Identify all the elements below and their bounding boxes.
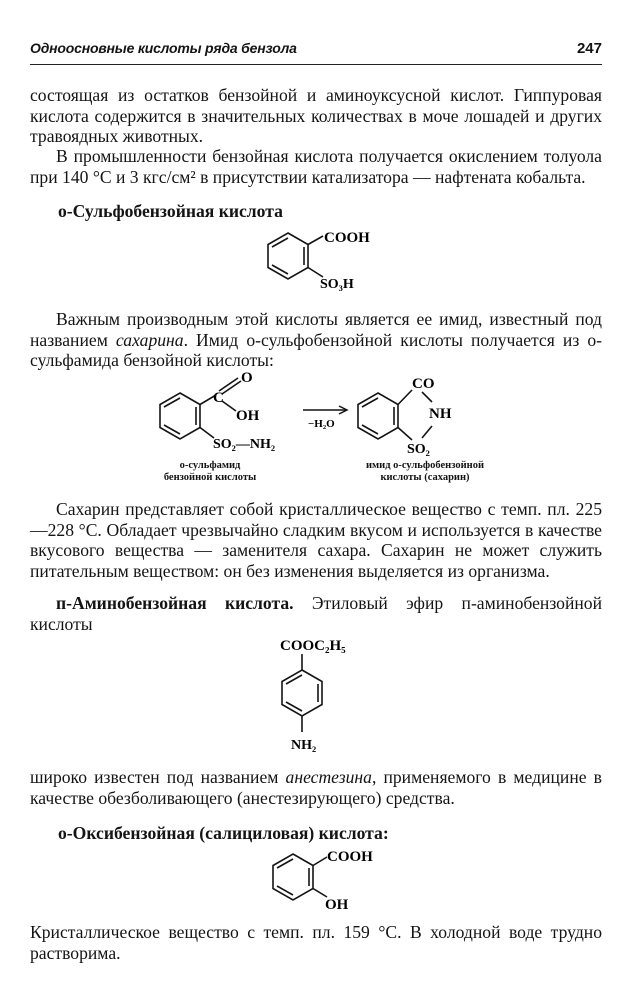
anesthesin-text-end: , применяемого в медицине в качестве обезболивающего (анестезирующего) средства. — [30, 767, 602, 808]
heading-salicylic: о-Оксибензойная (салициловая) кислота: — [58, 823, 389, 843]
page-number: 247 — [576, 40, 602, 57]
ester-group-label: COOC₂H₅ — [280, 638, 346, 654]
caption-sulfamide — [140, 460, 280, 484]
paragraph-industry: В промышленности бензойная кислота получается окислением толуола при 140 °С и 3 кгс/см² в присутствии катализатора — нафтената кобальта. — [30, 146, 602, 187]
carbon-label: C — [213, 390, 224, 406]
saccharin-intro-end: . Имид о-сульфобензойной кислоты получается из о-сульфамида бензойной кислоты: — [30, 329, 603, 371]
arrow-condition-label: −H₂O — [308, 418, 335, 430]
page-header — [30, 40, 602, 62]
caption-sulfamide-line1: о-сульфамид — [179, 460, 241, 471]
caption-saccharin-line2: кислоты (сахарин) — [380, 472, 470, 483]
nh-label: NH — [429, 406, 452, 422]
salicylic-cooh-label: COOH — [327, 849, 373, 865]
paragraph-anesthesin — [30, 767, 602, 808]
saccharin-term: сахарина — [115, 329, 184, 350]
carbonyl-o-label: O — [241, 370, 253, 386]
caption-saccharin — [330, 460, 520, 484]
heading-aminobenzoic: п-Аминобензойная кислота. — [56, 593, 294, 613]
so3h-group-label: SO₃H — [320, 277, 354, 292]
header-rule — [30, 64, 602, 65]
anesthesin-term: анестезина — [285, 767, 372, 787]
heading-sulfobenzoic: о-Сульфобензойная кислота — [58, 201, 283, 221]
oh-label: OH — [236, 408, 260, 424]
co-label: CO — [412, 376, 435, 392]
cooh-group-label: COOH — [324, 230, 370, 246]
aminobenzoic-text: Этиловый эфир п-аминобензойной кислоты — [30, 593, 603, 634]
structure-anesthesin — [262, 632, 382, 762]
paragraph-saccharin-intro — [30, 309, 602, 371]
paragraph-aminobenzoic — [30, 593, 602, 634]
structure-saccharin — [350, 368, 480, 458]
nh2-group-label: NH₂ — [291, 738, 317, 753]
paragraph-salicylic-properties: Кристаллическое вещество с темп. пл. 159 °С. В холодной воде трудно растворима. — [30, 922, 602, 963]
structure-salicylic-acid — [265, 845, 395, 917]
anesthesin-text: широко известен под названием — [30, 767, 286, 787]
paragraph-saccharin-properties: Сахарин представляет собой кристаллическое вещество с темп. пл. 225—228 °С. Обладает чрезвычайно сладким вкусом и используется в качестве вкусового вещества — заменителя сахара. Сахарин не может служить питательным веществом: он без изменения выделяется из организма. — [30, 499, 602, 581]
running-title: Одноосновные кислоты ряда бензола — [30, 40, 297, 56]
structure-sulfobenzoic-acid — [255, 222, 395, 300]
reaction-arrow — [300, 400, 352, 434]
saccharin-intro-text: Важным производным этой кислоты является ее имид, известный под названием — [30, 309, 602, 350]
structure-sulfamide — [150, 368, 300, 458]
caption-saccharin-line1: имид о-сульфобензойной — [365, 460, 485, 471]
so2-label: SO₂ — [407, 442, 430, 457]
paragraph-hippuric: состоящая из остатков бензойной и аминоуксусной кислот. Гиппуровая кислота содержится в значительных количествах в моче лошадей и других травоядных животных. — [30, 85, 602, 147]
salicylic-oh-label: OH — [325, 897, 349, 913]
so2nh2-label: SO₂—NH₂ — [213, 437, 276, 452]
caption-sulfamide-line2: бензойной кислоты — [163, 472, 257, 483]
